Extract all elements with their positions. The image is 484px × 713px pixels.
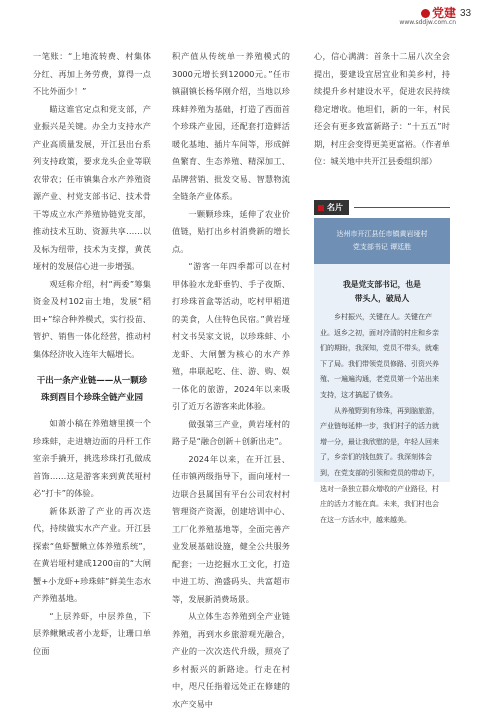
paragraph: “游客一年四季都可以在村甲体验水龙虾垂钓、手子夜斯、打珍珠首盒等活动，吃村甲稻道的美食，人住特色民宿。”黄岩垭村文书吴家文说，以珍珠蚌、小龙虾、大闸蟹为核心的水产养殖，串联起吃、住、游、购、娱一体化的旅游，2024年以来吸引了近万名游客来此体验。 bbox=[172, 261, 290, 411]
article-column-2 bbox=[172, 48, 290, 713]
page-number: 33 bbox=[460, 8, 472, 19]
profile-caption bbox=[314, 218, 450, 254]
profile-title-line: 我是党支部书记，也是 bbox=[343, 280, 421, 289]
paragraph: 瞄这谁官定点和党支部，产业振兴是关键。办全力支持水产产业高质量发展，开江县出台系列支持政策，要求龙头企业等联农带农；任市镇集合水产养殖资源产业、村党支部书记、技术骨干等成立水产养殖协链党支部，推动技术互助、资源共享……以及标为纽带，技术为支撑，黄芪垭村的发展信心进一步增强。 bbox=[33, 103, 151, 271]
profile-card bbox=[314, 198, 450, 524]
profile-title-line: 带头人，破局人 bbox=[354, 294, 410, 303]
paragraph: 从养殖野到有珍珠，再到脑旅游，产业链每延伸一步，我们村子的活力就增一分，最让我欣慰的是，年轻人回来了，乡亲们的钱包鼓了。我深刻体会到，在党支部的引领和党员的带动下，选对一条独立群众增收的产业路径，村庄的活力才能在真。未来，我们村也会在这一方活水中，越来越美。 bbox=[320, 406, 439, 524]
paragraph: 从立体生态养殖到全产业链养殖，再到水乡旅游观光融合，产业的一次次迭代升级，照亮了乡村振兴的新路途。行走在村中，咫尺任指着远处正在修建的水产交易中 bbox=[172, 611, 290, 709]
magazine-logo bbox=[392, 4, 456, 30]
paragraph: 一颗颗珍珠，延伸了农业价值链，贴打出乡村消费新的增长点。 bbox=[172, 208, 290, 254]
profile-caption-line: 党支部书记 谭廷胜 bbox=[352, 243, 412, 251]
profile-text bbox=[314, 310, 450, 528]
profile-body bbox=[314, 264, 450, 524]
paragraph: 心，信心满满：首条十二届八次全会提出，要建设宜居宜业和美乡村，持续提升乡村建设水平，促进农民持续稳定增收。他坦们，新的一年，村民还会有更多致富新路子：“十五五”时期，村庄会变得更美更富裕。（作者单位：城关地中共开江县委组织部） bbox=[314, 51, 450, 166]
tag-marker-icon bbox=[318, 205, 324, 211]
paragraph: 如萧小稿在养殖塘里摸一个珍珠蚌，走进塘边面的丹杆工作室亲手撬开，挑选珍珠打孔做成首饰……这是游客来到黄芪垭村必“打卡”的体验。 bbox=[33, 418, 151, 498]
paragraph: 乡村振兴，关键在人。关键在产业。返乡之初，面对冷清的村庄和乡亲们的期盼，我深知，党员不带头，就难下了局。我们带领党员修路、引资兴养殖、一遍遍沟通，老党员第一个站出来支持，这才搞起了债务。 bbox=[320, 313, 439, 399]
section-subheading: 干出一条产业链——从一颗珍珠到酉目个珍珠全链产业园 bbox=[36, 376, 148, 403]
profile-tag: 名片 bbox=[314, 200, 349, 215]
party-emblem-icon bbox=[421, 9, 430, 18]
logo-url: www.sddjw.com.cn bbox=[399, 19, 456, 26]
divider bbox=[354, 207, 450, 208]
article-column-3 bbox=[314, 48, 450, 171]
logo-wordmark: 党建 bbox=[421, 4, 456, 21]
paragraph: 2024年以来，在开江县、任市镇两级指导下，面向垭村一边联合县属国有平台公司农村村管理资产资源，创建培训中心、工厂化养殖基地等，全面完善产业发展基础设施，健全公共服务配套；一边挖掘水工文化，打造中进工坊、渔盛码头、共富超市等，发展新消费场景。 bbox=[172, 453, 290, 604]
profile-title bbox=[314, 278, 450, 306]
profile-caption-line: 达州市开江县任市镇黄岩垭村 bbox=[336, 230, 428, 238]
paragraph: 积产值从传统单一养殖模式的3000元增长到12000元。”任市镇副镇长杨华刚介绍，当地以珍珠蚌养殖为基础，打造了西面首个珍珠产业园，还配套打造鲜活暖化基地、插片车间等，形成鲜鱼繁育、生态养殖、精深加工、品牌营销、批发交易、智慧物流全链条产业体系。 bbox=[172, 51, 290, 201]
paragraph: 一笔账：“上地流转费、村集体分红、再加上务劳费，算得一点不比外面少！” bbox=[33, 51, 151, 96]
paragraph: 新体跃游了产业的再次迭代，持续做实水产产业。开江县探索“鱼虾蟹鳅立体养殖系统”，在黄岩垭村建成1200亩的“大闸蟹+小龙虾+珍珠蚌”鲜美生态水产养殖基地。 bbox=[33, 505, 151, 603]
article-column-1 bbox=[33, 48, 151, 660]
paragraph: “上层养虾，中层养鱼，下层养鳅鳅或者小龙虾，让珊口单位面 bbox=[33, 610, 151, 656]
paragraph: 观廷称介绍，村“两委”筹集资金及村102亩土地，发展“稻田+”综合种养模式，实行投苗、管护、销售一体化经营，推动村集体经济收入连年大幅增长。 bbox=[33, 278, 151, 359]
paragraph: 做强第三产业，黄岩垭村的路子是“融合创新＋创新出走”。 bbox=[172, 418, 290, 446]
